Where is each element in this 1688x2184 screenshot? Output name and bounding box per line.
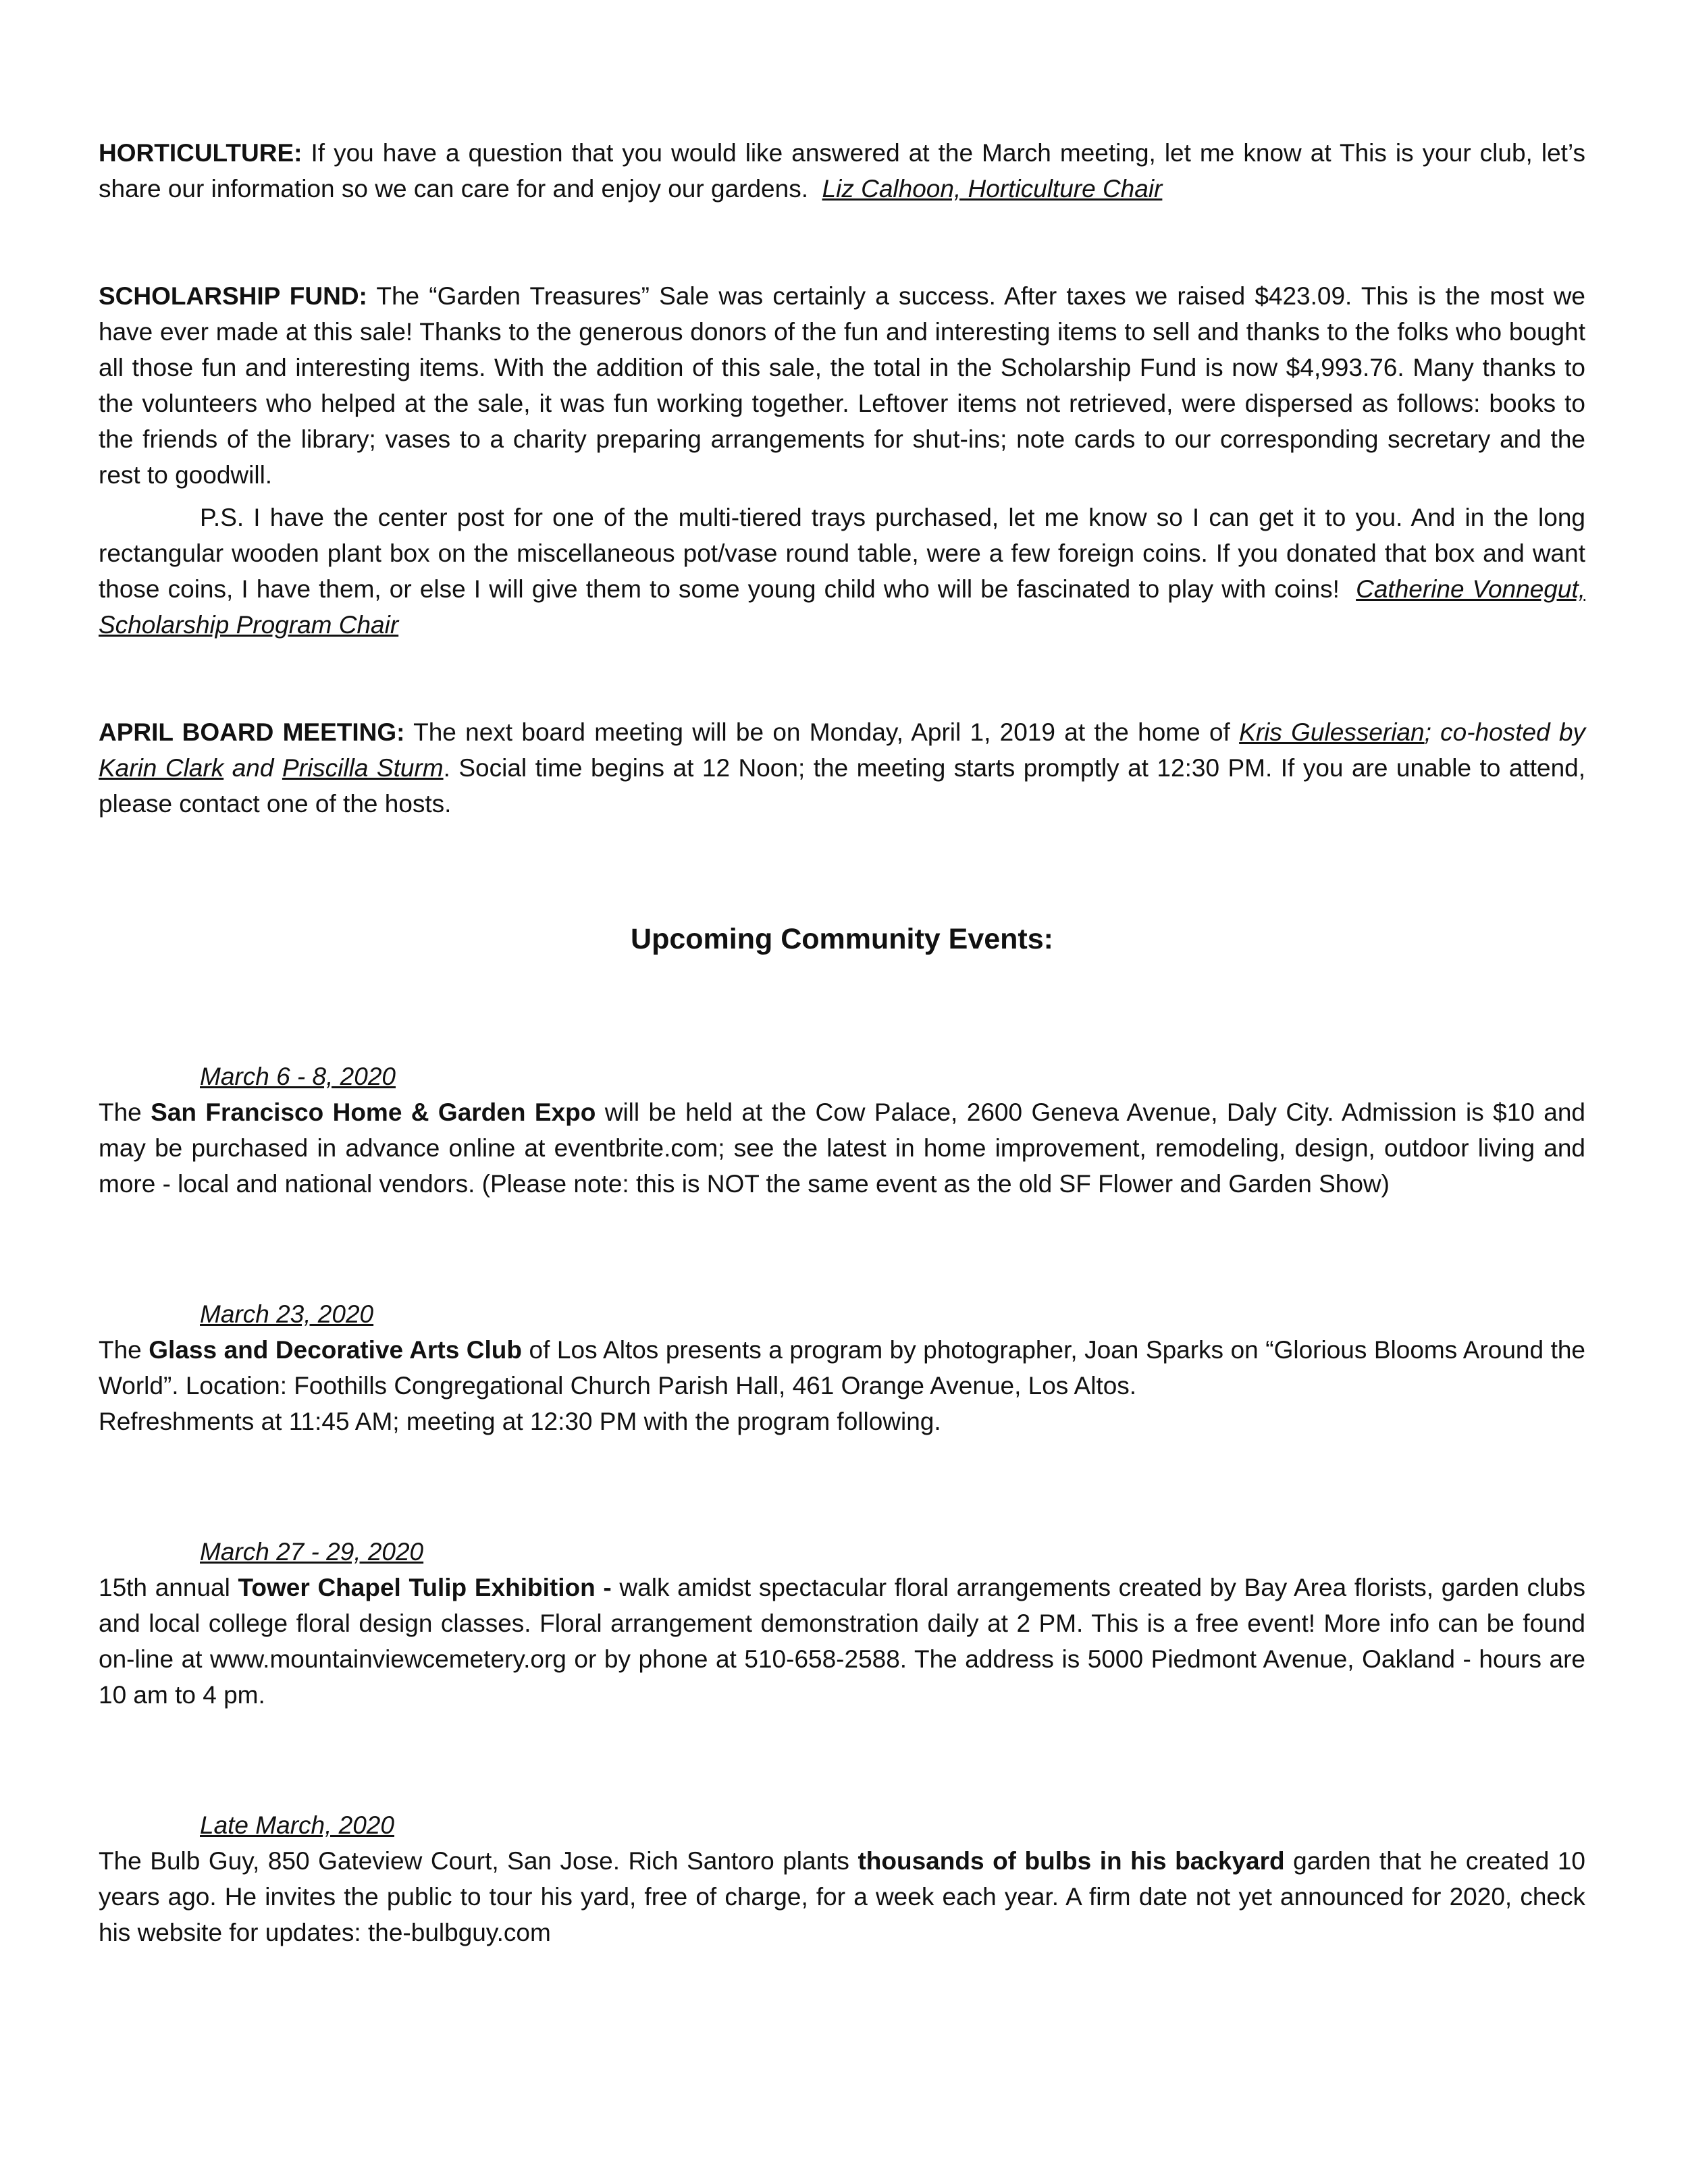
event-date: March 27 - 29, 2020 [200, 1538, 424, 1566]
april-board-text-1: The next board meeting will be on Monday, April 1, 2019 at the home of [404, 718, 1240, 746]
event-date: March 23, 2020 [200, 1300, 374, 1328]
event-text-post: walk amidst spectacular floral arrangements created by Bay Area florists, garden clubs and local college floral design classes. Floral arrangement demonstration daily at 2 PM. This is a free event! More info can be found on-line at www.mountainviewcemetery.org or by phone at 510-658-2588. The address is 5000 Piedmont Avenue, Oakland - hours are 10 am to 4 pm. [99, 1574, 1586, 1709]
event-item [99, 1059, 1585, 1202]
scholarship-heading: SCHOLARSHIP FUND: [99, 282, 367, 310]
event-description [99, 1843, 1585, 1950]
scholarship-section [99, 278, 1585, 493]
event-date: March 6 - 8, 2020 [200, 1063, 396, 1090]
event-text-line2: Refreshments at 11:45 AM; meeting at 12:30 PM with the program following. [99, 1408, 941, 1435]
event-text-pre: 15th annual [99, 1574, 238, 1601]
event-text-post: garden that he created 10 years ago. He invites the public to tour his yard, free of charge, for a week each year. A firm date not yet announced for 2020, check his website for updates: the-bulbguy.com [99, 1847, 1585, 1946]
scholarship-signature: Catherine Vonnegut, Scholarship Program Chair [99, 575, 1586, 639]
horticulture-signature: Liz Calhoon, Horticulture Chair [822, 175, 1163, 203]
event-description [99, 1332, 1585, 1439]
april-board-host-3: Priscilla Sturm [282, 754, 444, 782]
event-name: Tower Chapel Tulip Exhibition - [238, 1574, 612, 1601]
event-item [99, 1296, 1585, 1439]
scholarship-ps-text: P.S. I have the center post for one of the multi-tiered trays purchased, let me know so I can get it to you. And in the long rectangular wooden plant box on the miscellaneous pot/vase round table, were a few foreign coins. If you donated that box and want those coins, I have them, or else I will give them to some young child who will be fascinated to play with coins! [99, 504, 1585, 603]
event-text-pre: The Bulb Guy, 850 Gateview Court, San Jose. Rich Santoro plants [99, 1847, 858, 1875]
event-date: Late March, 2020 [200, 1811, 394, 1839]
event-text-pre: The [99, 1098, 151, 1126]
april-board-text-3: and [223, 754, 282, 782]
april-board-heading: APRIL BOARD MEETING: [99, 718, 405, 746]
april-board-section [99, 714, 1585, 822]
event-item [99, 1534, 1585, 1713]
event-text-pre: The [99, 1336, 149, 1364]
april-board-text-4: . Social time begins at 12 Noon; the meeting starts promptly at 12:30 PM. If you are unable to attend, please contact one of the hosts. [99, 754, 1586, 818]
event-item [99, 1807, 1585, 1950]
april-board-text-2: ; co-hosted by [1424, 718, 1586, 746]
horticulture-text: If you have a question that you would like answered at the March meeting, let me know at This is your club, let’s share our information so we can care for and enjoy our gardens. [99, 139, 1585, 203]
april-board-host-2: Karin Clark [99, 754, 224, 782]
event-text-post: will be held at the Cow Palace, 2600 Geneva Avenue, Daly City. Admission is $10 and may be purchased in advance online at eventbrite.com; see the latest in home improvement, remodeling, design, outdoor living and more - local and national vendors. (Please note: this is NOT the same event as the old SF Flower and Garden Show) [99, 1098, 1585, 1198]
event-name: Glass and Decorative Arts Club [149, 1336, 523, 1364]
events-title: Upcoming Community Events: [631, 923, 1053, 955]
april-board-host-1: Kris Gulesserian [1239, 718, 1425, 746]
event-name: San Francisco Home & Garden Expo [151, 1098, 596, 1126]
scholarship-ps [99, 500, 1585, 643]
event-text-post: of Los Altos presents a program by photographer, Joan Sparks on “Glorious Blooms Around the World”. Location: Foothills Congregational Church Parish Hall, 461 Orange Avenue, Los Altos. [99, 1336, 1586, 1400]
horticulture-heading: HORTICULTURE: [99, 139, 302, 167]
event-name: thousands of bulbs in his backyard [858, 1847, 1285, 1875]
event-description [99, 1094, 1585, 1202]
scholarship-text: The “Garden Treasures” Sale was certainly a success. After taxes we raised $423.09. This is the most we have ever made at this sale! Thanks to the generous donors of the fun and interesting items to sell and thanks to the folks who bought all those fun and interesting items. With the addition of this sale, the total in the Scholarship Fund is now $4,993.76. Many thanks to the volunteers who helped at the sale, it was fun working together. Leftover items not retrieved, were dispersed as follows: books to the friends of the library; vases to a charity preparing arrangements for shut-ins; note cards to our corresponding secretary and the rest to goodwill. [99, 282, 1585, 489]
event-description [99, 1570, 1585, 1713]
horticulture-section [99, 135, 1585, 207]
